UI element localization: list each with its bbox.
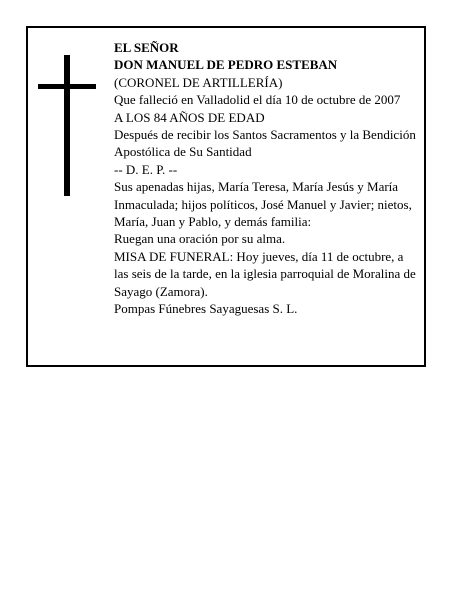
deceased-rank: (CORONEL DE ARTILLERÍA) [114, 74, 283, 90]
notice-title: EL SEÑOR [114, 40, 179, 55]
deceased-age: A LOS 84 AÑOS DE EDAD [114, 109, 265, 125]
prayer-text: Ruegan una oración por su alma. [114, 231, 286, 247]
death-info: Que falleció en Valladolid el día 10 de octubre de 2007 [114, 92, 401, 108]
sacraments-text: Después de recibir los Santos Sacramentos y la Bendición Apostólica de Su Santidad [114, 127, 416, 160]
cross-vertical-bar [64, 55, 70, 196]
deceased-name: DON MANUEL DE PEDRO ESTEBAN [114, 57, 338, 73]
funeral-text: MISA DE FUNERAL: Hoy jueves, día 11 de octubre, a las seis de la tarde, en la iglesia parroquial de Moralina de Sayago (Zamora). [114, 248, 416, 299]
cross-horizontal-bar [38, 84, 96, 89]
rip-text: -- D. E. P. -- [114, 161, 178, 177]
obituary-text-block [114, 39, 420, 318]
funeral-home-text: Pompas Fúnebres Sayaguesas S. L. [114, 301, 298, 317]
family-text: Sus apenadas hijas, María Teresa, María Jesús y María Inmaculada; hijos políticos, José Manuel y Javier; nietos, María, Juan y Pablo, y demás familia: [114, 179, 412, 230]
